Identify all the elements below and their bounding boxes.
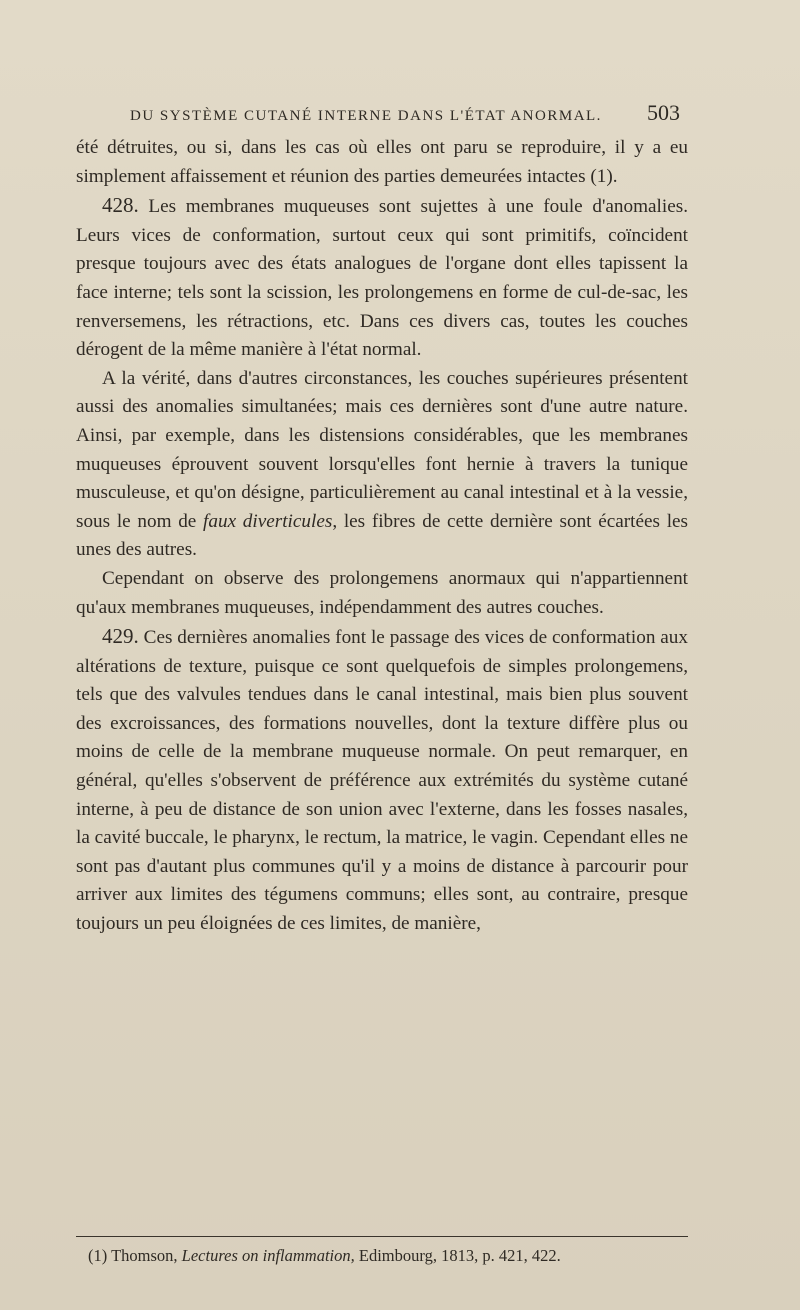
paragraph-428 xyxy=(76,191,688,365)
section-number: 428. xyxy=(102,193,139,218)
footnote-author: Thomson, xyxy=(111,1246,178,1265)
paragraph-text: , les fibres de cette dernière sont écartées les unes des autres. xyxy=(76,510,689,561)
footnote-title: Lectures on inflammation, xyxy=(181,1246,355,1265)
page-number: 503 xyxy=(647,100,680,125)
footnote-rule xyxy=(76,1236,688,1237)
italic-term: faux diverticules xyxy=(203,510,333,532)
section-number: 429. xyxy=(102,624,139,649)
paragraph-verite xyxy=(76,365,688,565)
paragraph-cependant xyxy=(76,565,688,622)
footnote xyxy=(76,1245,708,1267)
paragraph-text: Ces dernières anomalies font le passage des vices de conformation aux altérations de texture, puisque ce sont quelquefois de simples prolongemens, tels que des valvules tendues dans le canal intestinal, mais bien plus souvent des excroissances, des formations nouvelles, dont la texture diffère plus ou moins de celle de la membrane muqueuse normale. On peut remarquer, en général, qu'elles s'observent de préférence aux extrémités du système cutané interne, à peu de distance de son union avec l'externe, dans les fosses nasales, la cavité buccale, le pharynx, le rectum, la matrice, le vagin. Cependant elles ne sont pas d'autant plus communes qu'il y a moins de distance à parcourir pour arriver aux limites des tégumens communs; elles sont, au contraire, presque toujours un peu éloignées de ces limites, de manière, xyxy=(76,627,688,935)
footnote-marker: (1) xyxy=(88,1246,108,1265)
footnote-details: Edimbourg, 1813, p. 421, 422. xyxy=(358,1246,561,1265)
running-head xyxy=(130,100,680,126)
paragraph-text: été détruites, ou si, dans les cas où elles ont paru se reproduire, il y a eu simplement affaissement et réunion des parties demeurées intactes (1). xyxy=(76,137,688,187)
body-text xyxy=(76,134,688,939)
paragraph-text: A la vérité, dans d'autres circonstances, les couches supérieures présentent aussi des anomalies simultanées; mais ces dernières sont d'une autre nature. Ainsi, par exemple, dans les distensions considérables, que les membranes muqueuses éprouvent souvent lorsqu'elles font hernie à travers la tunique musculeuse, et qu'on désigne, particulièrement au canal intestinal et à la vessie, sous le nom de xyxy=(76,367,688,532)
paragraph-text: Cependant on observe des prolongemens anormaux qui n'appartiennent qu'aux membranes muqueuses, indépendamment des autres couches. xyxy=(76,567,688,618)
paragraph-continued xyxy=(76,134,688,191)
running-title: DU SYSTÈME CUTANÉ INTERNE DANS L'ÉTAT ANORMAL. xyxy=(130,108,602,124)
paragraph-429 xyxy=(76,622,688,939)
paragraph-text: Les membranes muqueuses sont sujettes à une foule d'anomalies. Leurs vices de conformation, surtout ceux qui sont primitifs, coïncident presque toujours avec des états analogues de l'organe dont elles tapissent la face interne; tels sont la scission, les prolongemens en forme de cul-de-sac, les renversemens, les rétractions, etc. Dans ces divers cas, toutes les couches dérogent de la même manière à l'état normal. xyxy=(76,196,689,361)
